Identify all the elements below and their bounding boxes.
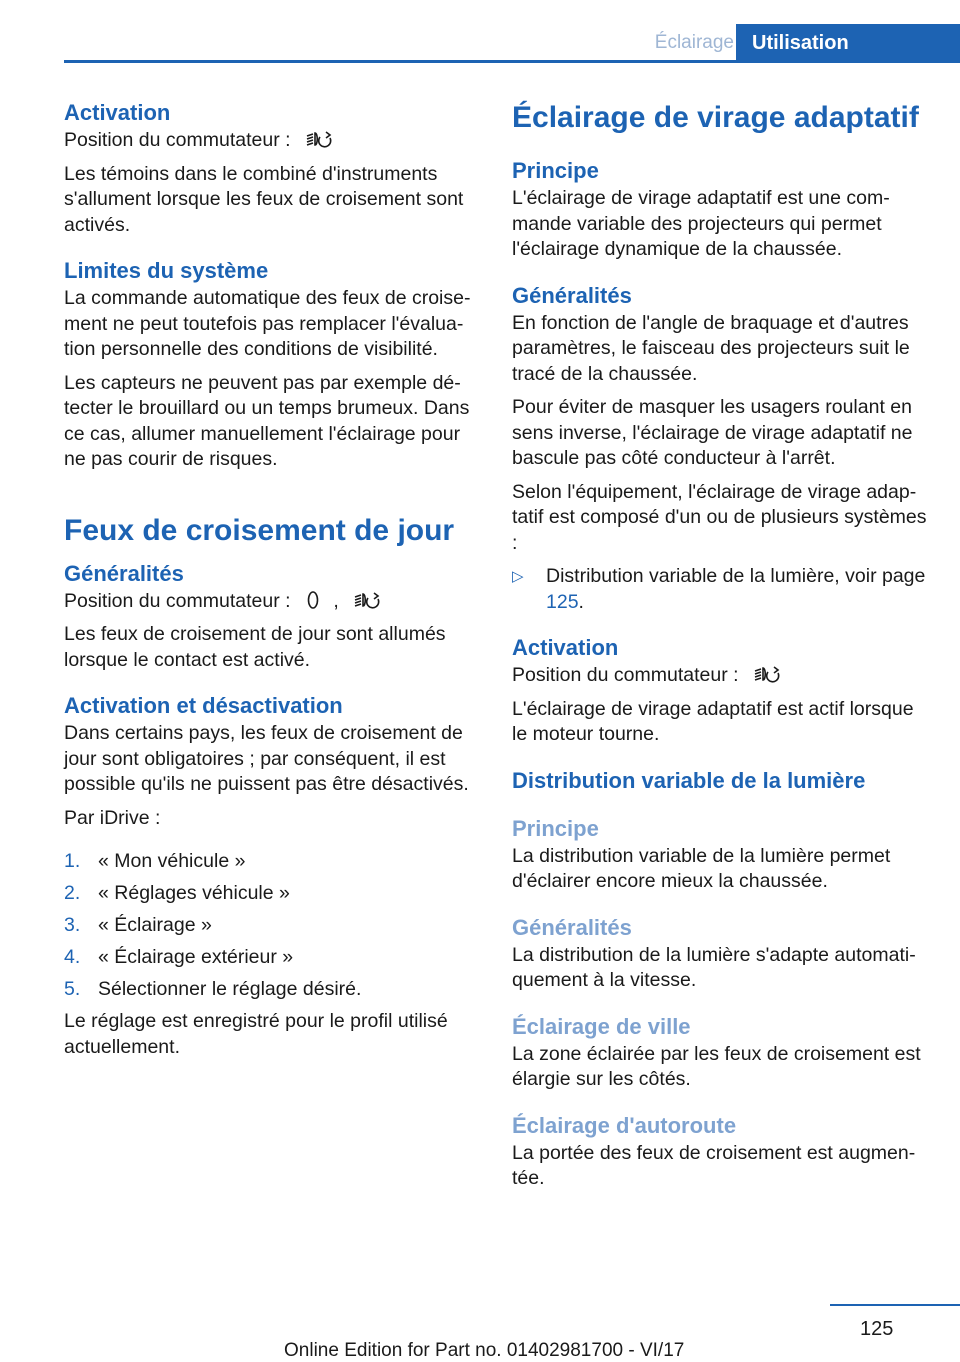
right-column bbox=[512, 98, 930, 1192]
auto-headlight-icon bbox=[354, 590, 380, 610]
activation-heading: Activation bbox=[64, 100, 171, 125]
running-header-section: Éclairage bbox=[654, 32, 734, 53]
city-text: La zone éclairée par les feux de croisement est élargie sur les côtés. bbox=[512, 1042, 921, 1090]
idrive-label: Par iDrive : bbox=[64, 806, 161, 829]
header-rule bbox=[64, 60, 960, 63]
afl-heading: Éclairage de virage adaptatif bbox=[512, 101, 919, 134]
list-item: ▷ Distribution variable de la lumière, voir page 125. bbox=[512, 564, 930, 615]
running-header-chapter: Utilisation bbox=[736, 24, 960, 62]
list-item: 3. « Éclairage » bbox=[64, 914, 212, 936]
edition-footer: Online Edition for Part no. 01402981700 - VI/17 bbox=[284, 1340, 685, 1361]
highway-text: La portée des feux de croisement est augmentée. bbox=[512, 1141, 916, 1189]
list-item: 1. « Mon véhicule » bbox=[64, 850, 246, 872]
actdeact-text: Dans certains pays, les feux de croisement de jour sont obligatoires ; par conséquent, il est possible qu'ils ne puissent pas être désactivés. bbox=[64, 722, 469, 795]
auto-headlight-icon bbox=[306, 129, 332, 149]
left-column bbox=[64, 98, 482, 1060]
idrive-steps bbox=[64, 849, 482, 1003]
activation-switch-position: Position du commutateur : bbox=[64, 128, 482, 154]
limits-heading: Limites du système bbox=[64, 258, 269, 283]
drl-general-text: Les feux de croisement de jour sont allumés lorsque le contact est activé. bbox=[64, 623, 446, 671]
footer-rule bbox=[830, 1304, 960, 1306]
vld-principle-text: La distribution variable de la lumière permet d'éclairer encore mieux la chaussée. bbox=[512, 844, 891, 892]
limits-paragraph-1: La commande automatique des feux de croisement ne peut toutefois pas remplacer l'évaluation personnelle des conditions de visibilité. bbox=[64, 287, 471, 360]
list-item: 5. Sélectionner le réglage désiré. bbox=[64, 978, 362, 1000]
drl-switch-position: Position du commutateur : , bbox=[64, 589, 482, 615]
bullet-marker: ▷ bbox=[512, 568, 524, 585]
vld-general-text: La distribution de la lumière s'adapte automatiquement à la vitesse. bbox=[512, 943, 916, 991]
page-number: 125 bbox=[860, 1318, 894, 1340]
principle-text: L'éclairage de virage adaptatif est une commande variable des projecteurs qui permet l'éclairage dynamique de la chaussée. bbox=[512, 187, 890, 260]
drl-general-heading: Généralités bbox=[64, 560, 184, 586]
auto-headlight-icon bbox=[754, 664, 780, 684]
afl-general-heading: Généralités bbox=[512, 282, 632, 308]
afl-activation-heading: Activation bbox=[512, 635, 619, 660]
afl-general-p2: Pour éviter de masquer les usagers roulant en sens inverse, l'éclairage de virage adaptatif ne bascule pas côté conducteur à l'arrêt. bbox=[512, 396, 913, 469]
principle-heading: Principe bbox=[512, 158, 599, 183]
saved-text: Le réglage est enregistré pour le profil utilisé actuellement. bbox=[64, 1010, 448, 1058]
vld-principle-heading: Principe bbox=[512, 815, 599, 841]
afl-switch-position: Position du commutateur : bbox=[512, 663, 930, 689]
activation-text: Les témoins dans le combiné d'instruments s'allument lorsque les feux de croisement sont activés. bbox=[64, 162, 464, 236]
highway-heading: Éclairage d'autoroute bbox=[512, 1112, 737, 1138]
drl-heading: Feux de croisement de jour bbox=[64, 513, 455, 547]
list-item: 4. « Éclairage extérieur » bbox=[64, 946, 294, 968]
afl-general-p3: Selon l'équipement, l'éclairage de virage adaptatif est composé d'un ou de plusieurs systèmes : bbox=[512, 480, 927, 554]
page-link[interactable]: 125 bbox=[546, 590, 579, 613]
limits-paragraph-2: Les capteurs ne peuvent pas par exemple détecter le brouillard ou un temps brumeux. Dans ce cas, allumer manuellement l'éclairage pour ne pas courir de risques. bbox=[64, 371, 470, 470]
afl-systems-list bbox=[512, 564, 930, 615]
vld-heading: Distribution variable de la lumière bbox=[512, 767, 866, 793]
afl-general-p1: En fonction de l'angle de braquage et d'autres paramètres, le faisceau des projecteurs suit le tracé de la chaussée. bbox=[512, 311, 910, 385]
vld-general-heading: Généralités bbox=[512, 914, 632, 940]
actdeact-heading: Activation et désactivation bbox=[64, 693, 343, 718]
switch-zero-icon bbox=[306, 590, 320, 610]
list-item: 2. « Réglages véhicule » bbox=[64, 882, 290, 904]
afl-activation-text: L'éclairage de virage adaptatif est actif lorsque le moteur tourne. bbox=[512, 697, 914, 745]
city-heading: Éclairage de ville bbox=[512, 1013, 691, 1039]
